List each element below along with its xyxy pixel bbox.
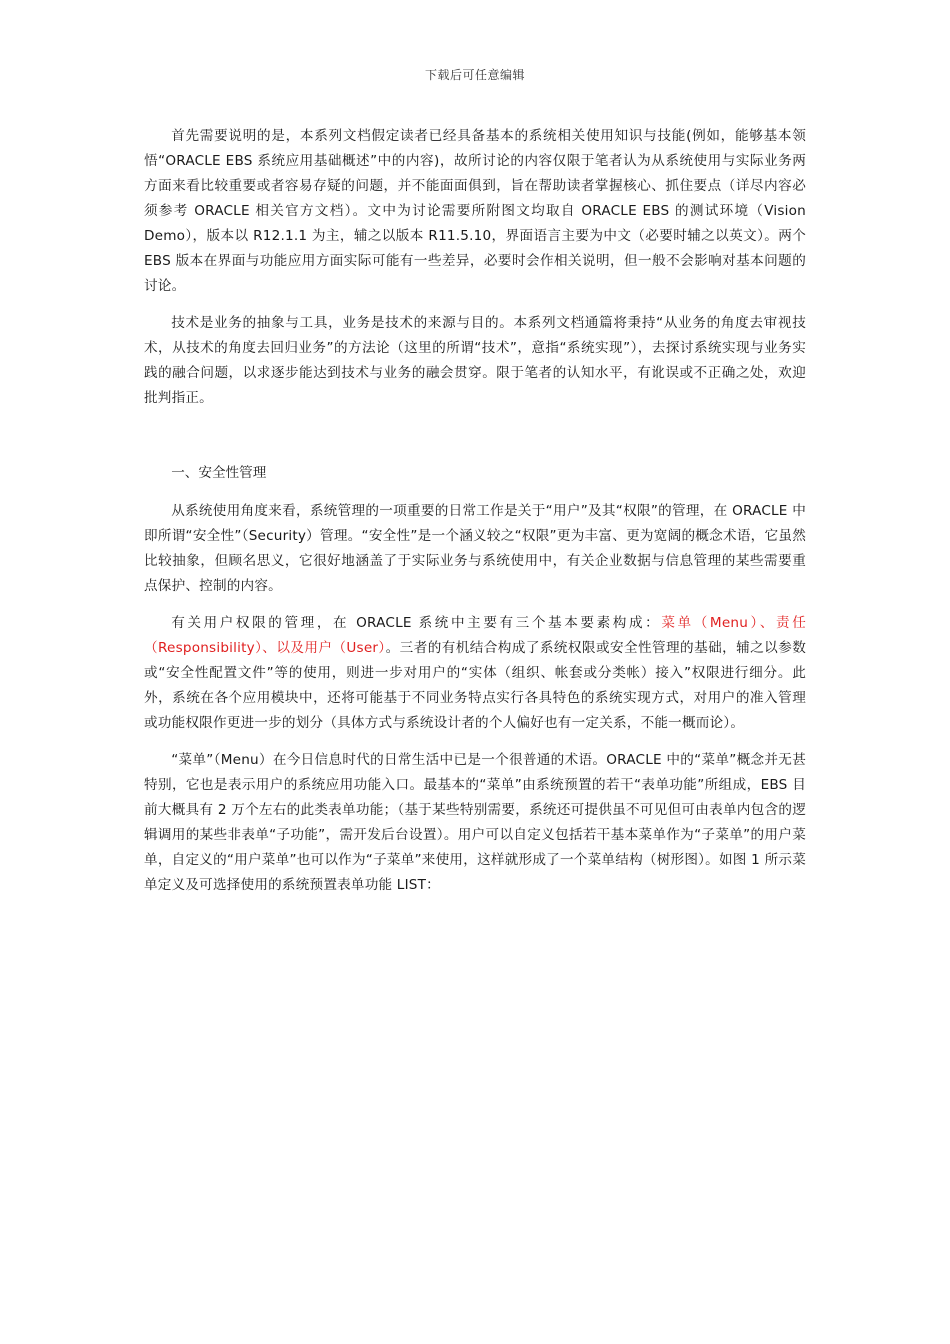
security-paragraph-2-rest: 。三者的有机结合构成了系统权限或安全性管理的基础，辅之以参数或“安全性配置文件”等的使用，则进一步对用户的“实体（组织、帐套或分类帐）接入”权限进行细分。此外，系统在各个应用模块中，还将可能基于不同业务特点实行各具特色的系统实现方式，对用户的准入管理或功能权限作更进一步的划分（具体方式与系统设计者的个人偏好也有一定关系，不能一概而论）。 — [144, 640, 807, 731]
intro-paragraph-2: 技术是业务的抽象与工具，业务是技术的来源与目的。本系列文档通篇将秉持“从业务的角度去审视技术，从技术的角度去回归业务”的方法论（这里的所谓“技术”，意指“系统实现”），去探讨系统实现与业务实践的融合问题，以求逐步能达到技术与业务的融会贯穿。限于笔者的认知水平，有讹误或不正确之处，欢迎批判指正。 — [144, 315, 806, 406]
section-heading-security: 一、安全性管理 — [171, 465, 267, 481]
document-body — [144, 124, 806, 898]
security-paragraph-2 — [144, 611, 806, 736]
security-paragraph-2-lead: 有关用户权限的管理，在 ORACLE 系统中主要有三个基本要素构成： — [171, 615, 662, 631]
security-paragraph-1: 从系统使用角度来看，系统管理的一项重要的日常工作是关于“用户”及其“权限”的管理，在 ORACLE 中即所谓“安全性”（Security）管理。“安全性”是一个涵义较之“权限”更为丰富、更为宽阔的概念术语，它虽然比较抽象，但顾名思义，它很好地涵盖了于实际业务与系统使用中，有关企业数据与信息管理的某些需要重点保护、控制的内容。 — [144, 503, 806, 594]
menu-paragraph: “菜单”（Menu）在今日信息时代的日常生活中已是一个很普通的术语。ORACLE 中的“菜单”概念并无甚特别，它也是表示用户的系统应用功能入口。最基本的“菜单”由系统预置的若干“表单功能”所组成，EBS 目前大概具有 2 万个左右的此类表单功能；（基于某些特别需要，系统还可提供虽不可见但可由表单内包含的逻辑调用的某些非表单“子功能”，需开发后台设置）。用户可以自定义包括若干基本菜单作为“子菜单”的用户菜单，自定义的“用户菜单”也可以作为“子菜单”来使用，这样就形成了一个菜单结构（树形图）。如图 1 所示菜单定义及可选择使用的系统预置表单功能 LIST： — [144, 752, 806, 893]
security-elements-highlight: 菜单（Menu）、责任（Responsibility）、以及用户（User） — [144, 615, 807, 656]
intro-paragraph-1: 首先需要说明的是，本系列文档假定读者已经具备基本的系统相关使用知识与技能(例如，能够基本领悟“ORACLE EBS 系统应用基础概述”中的内容)，故所讨论的内容仅限于笔者认为从系统使用与实际业务两方面来看比较重要或者容易存疑的问题，并不能面面俱到，旨在帮助读者掌握核心、抓住要点（详尽内容必须参考 ORACLE 相关官方文档）。文中为讨论需要所附图文均取自 ORACLE EBS 的测试环境（Vision Demo），版本以 R12.1.1 为主，辅之以版本 R11.5.10，界面语言主要为中文（必要时辅之以英文）。两个 EBS 版本在界面与功能应用方面实际可能有一些差异，必要时会作相关说明，但一般不会影响对基本问题的讨论。 — [144, 128, 806, 294]
page-header: 下载后可任意编辑 — [424, 68, 525, 82]
